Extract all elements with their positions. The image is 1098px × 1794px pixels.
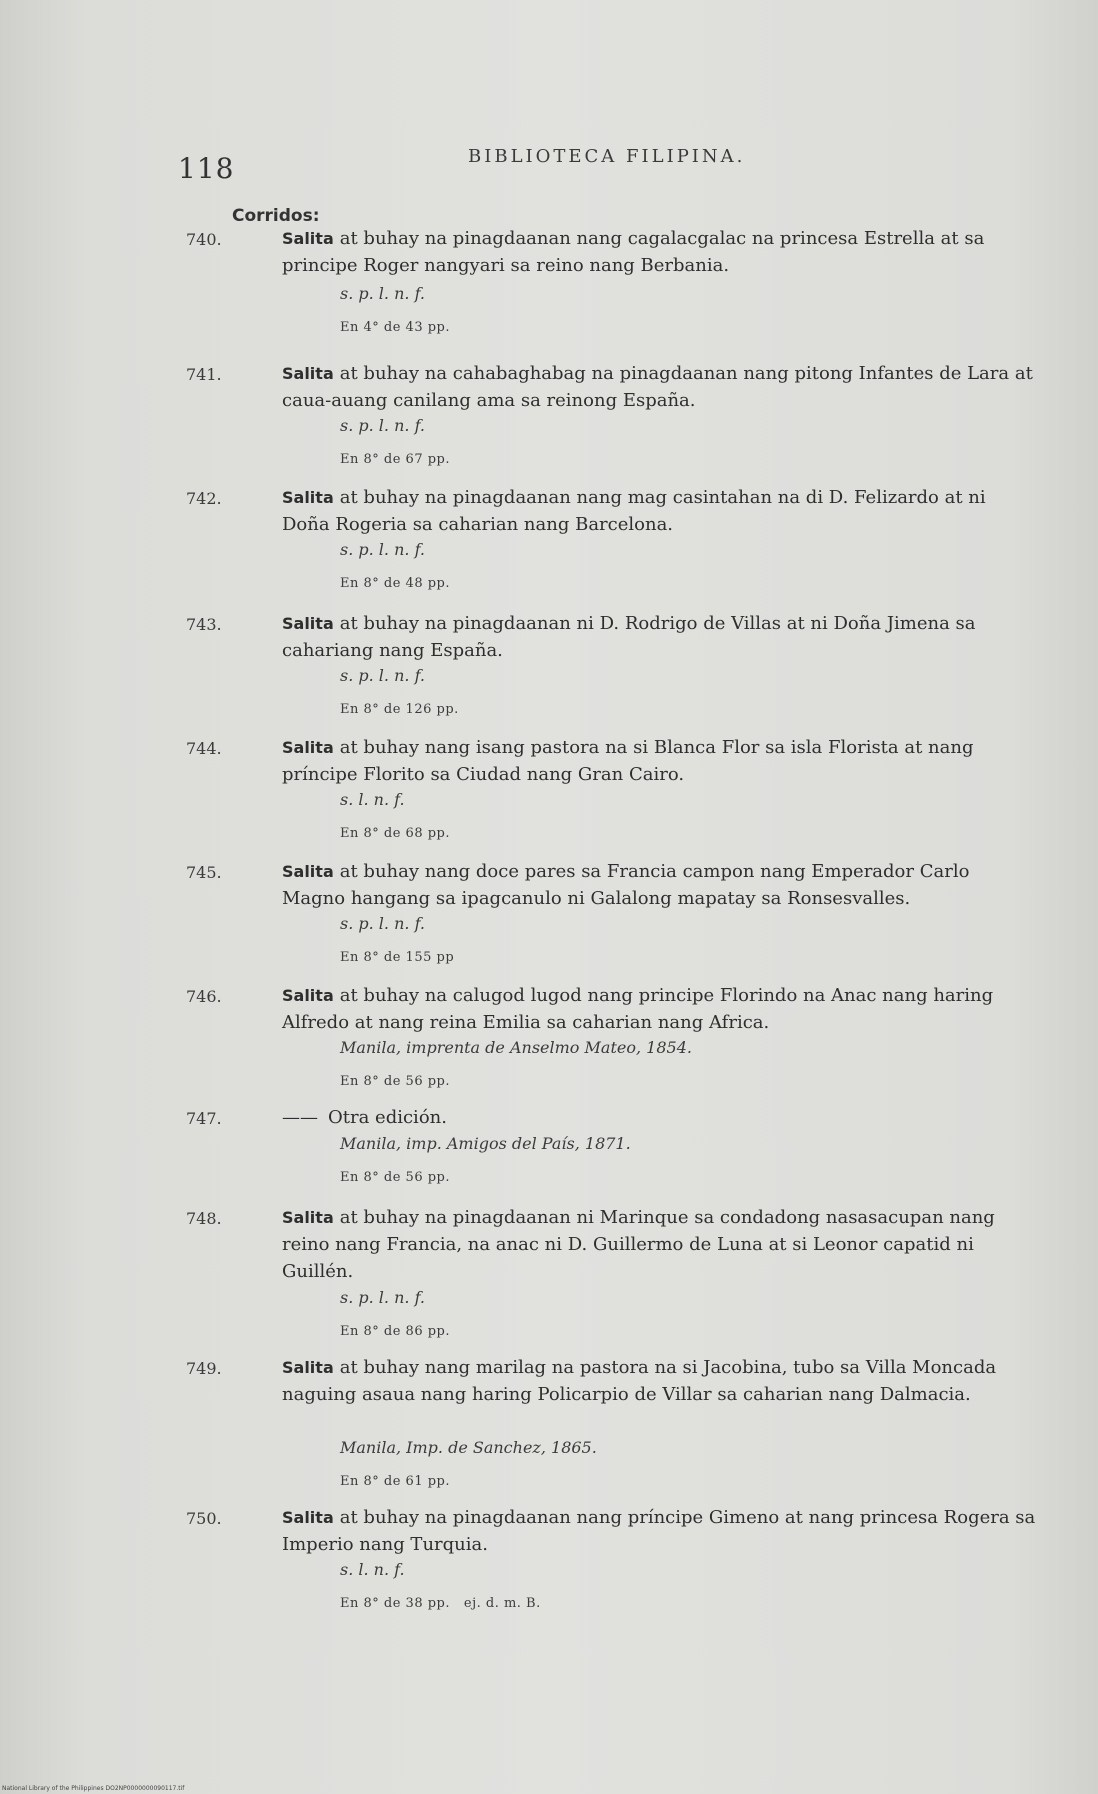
entry-title bbox=[282, 1354, 1038, 1408]
entry-title-text: at buhay na pinagdaanan ni Marinque sa condadong nasasacupan nang reino nang Francia, na anac ni D. Guillermo de Luna at si Leonor capatid ni Guillén. bbox=[282, 1207, 995, 1282]
entry-title-text: at buhay na cahabaghabag na pinagdaanan nang pitong Infantes de Lara at caua-auang canilang ama sa reinong España. bbox=[282, 363, 1033, 411]
entry-imprint: s. l. n. f. bbox=[340, 790, 405, 809]
scan-credit: National Library of the Philippines DO2NP0000000090117.tif bbox=[2, 1785, 185, 1792]
entry-title bbox=[282, 225, 1038, 279]
entry-title-text: at buhay na pinagdaanan ni D. Rodrigo de Villas at ni Doña Jimena sa cahariang nang España. bbox=[282, 613, 976, 661]
entry-title bbox=[282, 1204, 1038, 1285]
entry-lead-word: Salita bbox=[282, 229, 334, 248]
entry-number: 743. bbox=[186, 615, 222, 634]
entry-lead-word: Salita bbox=[282, 488, 334, 507]
entry-number: 748. bbox=[186, 1209, 222, 1228]
entry-imprint: s. p. l. n. f. bbox=[340, 540, 425, 559]
entry-format: En 8° de 155 pp bbox=[340, 950, 455, 965]
entry-title-text: Otra edición. bbox=[328, 1107, 447, 1128]
section-heading: Corridos: bbox=[232, 206, 320, 226]
entry-title bbox=[282, 1104, 1038, 1131]
entry-lead-word: Salita bbox=[282, 364, 334, 383]
entry-title-text: at buhay na pinagdaanan nang mag casintahan na di D. Felizardo at ni Doña Rogeria sa caharian nang Barcelona. bbox=[282, 487, 986, 535]
entry-imprint: Manila, Imp. de Sanchez, 1865. bbox=[340, 1438, 597, 1457]
running-head: BIBLIOTECA FILIPINA. bbox=[468, 146, 746, 167]
entry-lead-word: Salita bbox=[282, 1208, 334, 1227]
entry-number: 741. bbox=[186, 365, 222, 384]
entry-title-text: at buhay nang isang pastora na si Blanca Flor sa isla Florista at nang príncipe Florito sa Ciudad nang Gran Cairo. bbox=[282, 737, 974, 785]
repeat-entry-dash: —— bbox=[282, 1107, 318, 1128]
entry-imprint: s. p. l. n. f. bbox=[340, 914, 425, 933]
entry-title bbox=[282, 360, 1038, 414]
entry-number: 750. bbox=[186, 1509, 222, 1528]
entry-format: En 4° de 43 pp. bbox=[340, 320, 450, 335]
entry-imprint: Manila, imprenta de Anselmo Mateo, 1854. bbox=[340, 1038, 692, 1057]
entry-lead-word: Salita bbox=[282, 738, 334, 757]
entry-format: En 8° de 67 pp. bbox=[340, 452, 450, 467]
entry-lead-word: Salita bbox=[282, 986, 334, 1005]
entry-format: En 8° de 56 pp. bbox=[340, 1074, 450, 1089]
entry-format: En 8° de 48 pp. bbox=[340, 576, 450, 591]
entry-lead-word: Salita bbox=[282, 614, 334, 633]
entry-title bbox=[282, 734, 1038, 788]
entry-imprint: s. p. l. n. f. bbox=[340, 666, 425, 685]
entry-imprint: Manila, imp. Amigos del País, 1871. bbox=[340, 1134, 631, 1153]
entry-imprint: s. p. l. n. f. bbox=[340, 1288, 425, 1307]
page-number: 118 bbox=[178, 152, 235, 185]
entry-number: 742. bbox=[186, 489, 222, 508]
entry-title-text: at buhay na pinagdaanan nang cagalacgalac na princesa Estrella at sa principe Roger nangyari sa reino nang Berbania. bbox=[282, 228, 985, 276]
entry-title bbox=[282, 610, 1038, 664]
entry-format: En 8° de 38 pp. ej. d. m. B. bbox=[340, 1596, 541, 1611]
entry-number: 740. bbox=[186, 230, 222, 249]
entry-number: 747. bbox=[186, 1109, 222, 1128]
entry-title bbox=[282, 858, 1038, 912]
entry-format: En 8° de 56 pp. bbox=[340, 1170, 450, 1185]
entry-imprint: s. l. n. f. bbox=[340, 1560, 405, 1579]
entry-title-text: at buhay nang marilag na pastora na si Jacobina, tubo sa Villa Moncada naguing asaua nang haring Policarpio de Villar sa caharian nang Dalmacia. bbox=[282, 1357, 997, 1405]
entry-lead-word: Salita bbox=[282, 862, 334, 881]
entry-format: En 8° de 68 pp. bbox=[340, 826, 450, 841]
entry-format: En 8° de 126 pp. bbox=[340, 702, 459, 717]
entry-title bbox=[282, 484, 1038, 538]
entry-number: 749. bbox=[186, 1359, 222, 1378]
entry-title-text: at buhay na pinagdaanan nang príncipe Gimeno at nang princesa Rogera sa Imperio nang Turquia. bbox=[282, 1507, 1036, 1555]
entry-imprint: s. p. l. n. f. bbox=[340, 284, 425, 303]
entry-title bbox=[282, 1504, 1038, 1558]
entry-lead-word: Salita bbox=[282, 1508, 334, 1527]
entry-number: 746. bbox=[186, 987, 222, 1006]
entry-title-text: at buhay na calugod lugod nang principe Florindo na Anac nang haring Alfredo at nang reina Emilia sa caharian nang Africa. bbox=[282, 985, 994, 1033]
entry-number: 745. bbox=[186, 863, 222, 882]
entry-number: 744. bbox=[186, 739, 222, 758]
entry-format: En 8° de 86 pp. bbox=[340, 1324, 450, 1339]
entry-imprint: s. p. l. n. f. bbox=[340, 416, 425, 435]
entry-format: En 8° de 61 pp. bbox=[340, 1474, 450, 1489]
entry-title-text: at buhay nang doce pares sa Francia campon nang Emperador Carlo Magno hangang sa ipagcanulo ni Galalong mapatay sa Ronsesvalles. bbox=[282, 861, 970, 909]
entry-title bbox=[282, 982, 1038, 1036]
entry-lead-word: Salita bbox=[282, 1358, 334, 1377]
